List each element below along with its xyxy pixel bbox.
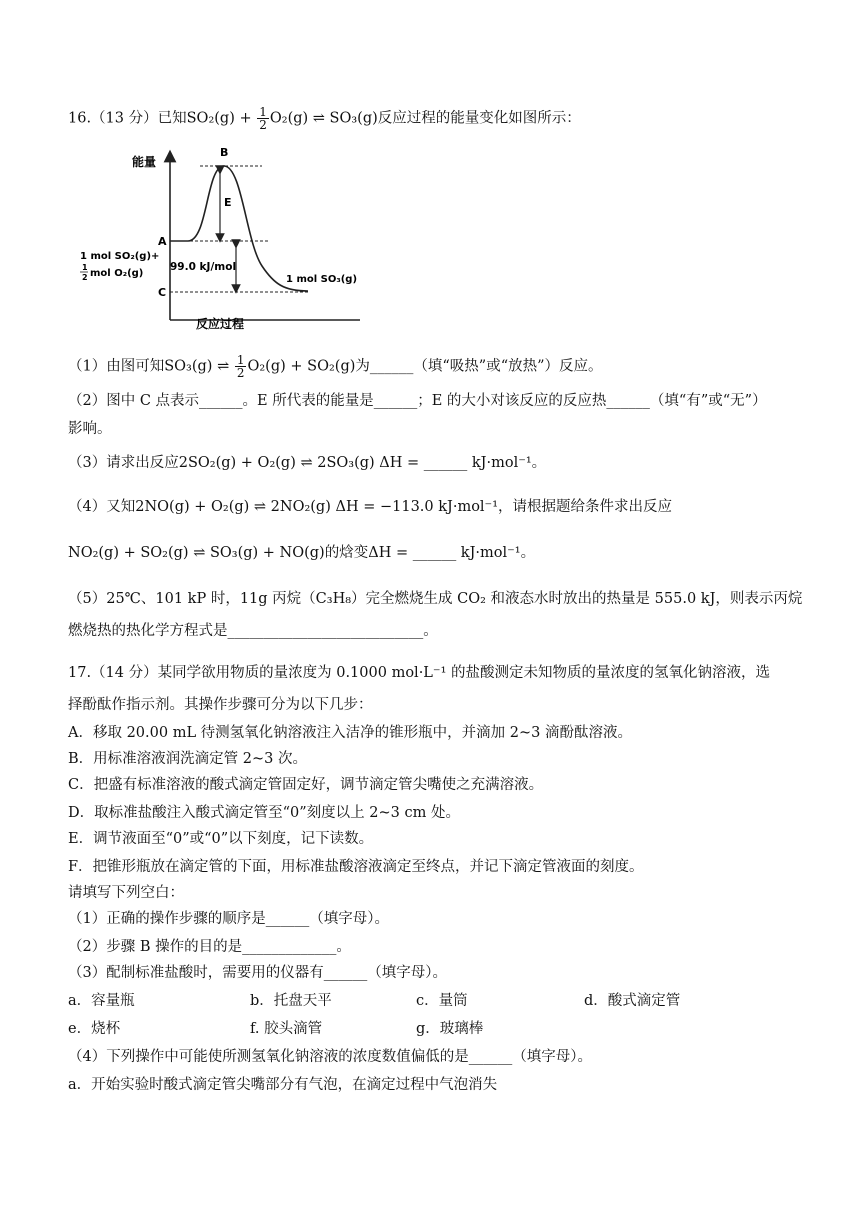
q16-p1-eq-a: SO₃(g) ⇌ (164, 358, 234, 375)
option-f: f. 胶头滴管 (250, 1021, 323, 1037)
option-g: g．玻璃棒 (416, 1021, 484, 1037)
q17-sub3: （3）配制标准盐酸时，需要用的仪器有______（填字母）。 (68, 965, 447, 981)
point-b-label: B (220, 146, 229, 159)
half-fraction (257, 106, 269, 131)
q16-p3-prefix: （3）请求出反应 (68, 455, 179, 471)
half-den: 2 (259, 118, 267, 132)
p1-half-den: 2 (236, 366, 245, 380)
x-axis-label: 反应过程 (196, 317, 245, 331)
q17-line2: 择酚酞作指示剂。其操作步骤可分为以下几步： (68, 697, 373, 713)
q16-p1-suffix: 为______（填“吸热”或“放热”）反应。 (355, 358, 603, 375)
point-c-label: C (158, 286, 167, 299)
reactant-frac-den: 2 (82, 273, 88, 282)
half-num: 1 (259, 105, 267, 119)
q16-part5-line2: 燃烧热的热化学方程式是___________________________。 (68, 623, 438, 639)
p1-half-fraction (235, 354, 247, 379)
q16-p4b-suffix: 。 (520, 545, 536, 561)
q16-part1 (68, 354, 603, 379)
label-e: E (224, 196, 232, 209)
reactant-line2: mol O₂(g) (90, 268, 144, 279)
q16-header (68, 106, 581, 131)
option-b: b．托盘天平 (250, 993, 332, 1009)
q17-sub2: （2）步骤 B 操作的目的是_____________。 (68, 939, 351, 955)
q17-sub4: （4）下列操作中可能使所测氢氧化钠溶液的浓度数值偏低的是______（填字母）。 (68, 1049, 592, 1065)
q16-p1-eq-b: O₂(g) + SO₂(g) (247, 358, 356, 375)
q17-step-c: C．把盛有标准溶液的酸式滴定管固定好，调节滴定管尖嘴使之充满溶液。 (68, 777, 544, 793)
q16-part2-line2: 影响。 (68, 421, 112, 437)
product-label: 1 mol SO₃(g) (286, 274, 358, 285)
q17-step-d: D．取标准盐酸注入酸式滴定管至“0”刻度以上 2~3 cm 处。 (68, 805, 460, 821)
q17-sub1: （1）正确的操作步骤的顺序是______（填字母）。 (68, 911, 389, 927)
q16-p4-prefix: （4）又知 (68, 499, 136, 515)
option-e: e．烧杯 (68, 1021, 121, 1037)
q16-part3 (68, 452, 546, 474)
option-a: a．容量瓶 (68, 993, 135, 1009)
q16-header-suffix: 反应过程的能量变化如图所示： (377, 110, 581, 127)
point-a-label: A (158, 235, 167, 248)
q16-p4-suffix: ，请根据题给条件求出反应 (498, 499, 673, 515)
q16-part4 (68, 496, 672, 518)
reactant-frac-num: 1 (82, 263, 88, 272)
q16-header-eq-mid: O₂(g) ⇌ SO₃(g) (269, 110, 378, 127)
q17-step-a: A．移取 20.00 mL 待测氢氧化钠溶液注入洁净的锥形瓶中，并滴加 2~3 滴酚酞溶液。 (68, 725, 633, 741)
q17-fill-prompt: 请填写下列空白： (68, 885, 184, 901)
p1-half-num: 1 (236, 353, 245, 367)
q16-p4b-mid: 的焓变 (324, 545, 369, 561)
q17-step-e: E．调节液面至“0”或“0”以下刻度，记下读数。 (68, 831, 374, 847)
q16-header-prefix: 16.（13 分）已知 (68, 110, 187, 127)
q16-p1-prefix: （1）由图可知 (68, 358, 165, 375)
energy-diagram (70, 142, 370, 338)
q17-line1: 17.（14 分）某同学欲用物质的量浓度为 0.1000 mol·L⁻¹ 的盐酸测定未知物质的量浓度的氢氧化钠溶液，选 (68, 665, 771, 681)
q17-step-b: B．用标准溶液润洗滴定管 2~3 次。 (68, 751, 307, 767)
q16-part5-line1: （5）25℃、101 kP 时，11g 丙烷（C₃H₈）完全燃烧生成 CO₂ 和液态水时放出的热量是 555.0 kJ，则表示丙烷 (68, 591, 803, 607)
q16-p4b-eq: NO₂(g) + SO₂(g) ⇌ SO₃(g) + NO(g) (68, 545, 325, 561)
q16-p4b-dh: ΔH = ______ kJ·mol⁻¹ (368, 545, 521, 561)
q16-part2-line1: （2）图中 C 点表示______。E 所代表的能量是______；E 的大小对该反应的反应热______（填“有”或“无”） (68, 393, 767, 409)
label-99: 99.0 kJ/mol (170, 261, 237, 273)
option-c: c．量筒 (416, 993, 468, 1009)
q16-p3-suffix: 。 (531, 455, 547, 471)
q16-p4-eq: 2NO(g) + O₂(g) ⇌ 2NO₂(g) ΔH = −113.0 kJ·mol⁻¹ (135, 499, 499, 515)
q17-step-f: F．把锥形瓶放在滴定管的下面，用标准盐酸溶液滴定至终点，并记下滴定管液面的刻度。 (68, 859, 644, 875)
option-d: d．酸式滴定管 (584, 993, 681, 1009)
q16-header-eq-left: SO₂(g) + (186, 110, 257, 127)
q16-p3-eq: 2SO₂(g) + O₂(g) ⇌ 2SO₃(g) ΔH = ______ kJ·mol⁻¹ (178, 455, 532, 471)
y-axis-label: 能量 (132, 155, 157, 169)
q17-sub4-a: a．开始实验时酸式滴定管尖嘴部分有气泡，在滴定过程中气泡消失 (68, 1077, 498, 1093)
reactant-line1: 1 mol SO₂(g)+ (80, 251, 160, 262)
q16-part4-line2 (68, 542, 535, 564)
